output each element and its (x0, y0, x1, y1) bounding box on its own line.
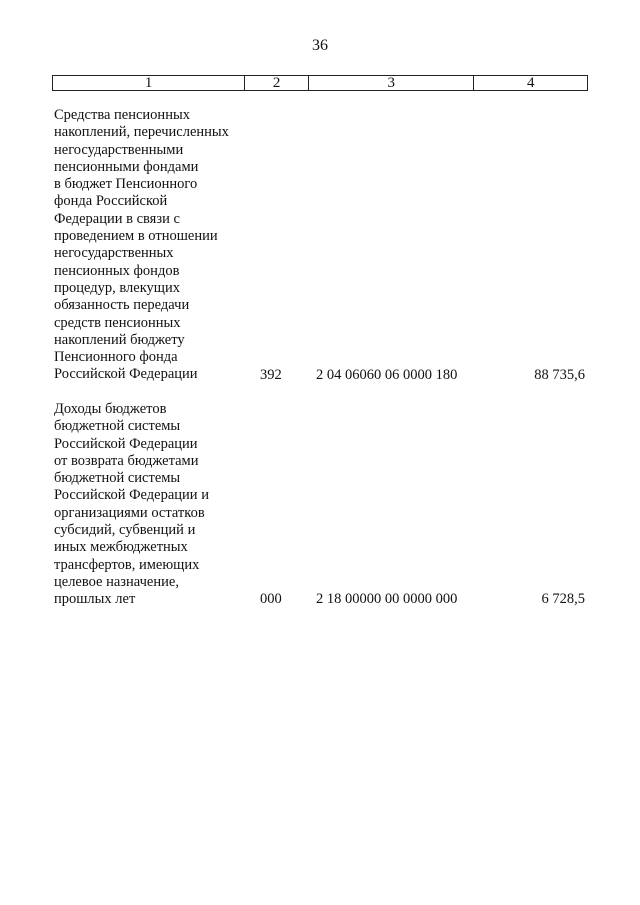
description-line: Средства пенсионных (54, 107, 190, 123)
description-line: Пенсионного фонда (54, 349, 178, 366)
description-line: прошлых лет (54, 591, 136, 608)
description-line: пенсионными фондами (54, 158, 199, 175)
row-description (54, 401, 254, 609)
description-line: проведением в отношении (54, 228, 218, 245)
description-line: накоплений бюджету (54, 331, 185, 348)
description-line: обязанность передачи (54, 297, 190, 314)
description-line: от возврата бюджетами (54, 452, 199, 469)
amount-value: 88 735,6 (534, 366, 585, 383)
description-line: бюджетной системы (54, 418, 181, 435)
description-line: трансфертов, имеющих (54, 556, 200, 573)
description-line: Российской Федерации и (54, 487, 209, 504)
column-header-3: 3 (309, 76, 474, 90)
description-line: бюджетной системы (54, 470, 181, 487)
table-header-row (52, 75, 588, 91)
description-line: целевое назначение, (54, 573, 179, 590)
page-number: 36 (312, 37, 328, 54)
column-header-2: 2 (245, 76, 309, 90)
amount-value: 6 728,5 (541, 591, 585, 608)
description-line: Российской Федерации (54, 366, 198, 383)
description-line: Российской Федерации (54, 435, 198, 452)
description-line: иных межбюджетных (54, 539, 188, 556)
admin-code: 000 (260, 591, 282, 608)
description-line: фонда Российской (54, 193, 168, 210)
description-line: негосударственными (54, 141, 184, 158)
admin-code: 392 (260, 366, 282, 383)
description-line: субсидий, субвенций и (54, 522, 196, 539)
row-description (54, 107, 254, 384)
description-line: Доходы бюджетов (54, 401, 167, 417)
description-line: организациями остатков (54, 504, 205, 521)
column-header-1: 1 (53, 76, 245, 90)
description-line: процедур, влекущих (54, 279, 180, 296)
budget-classification-code: 2 18 00000 00 0000 000 (316, 591, 458, 608)
description-line: средств пенсионных (54, 314, 181, 331)
budget-classification-code: 2 04 06060 06 0000 180 (316, 366, 458, 383)
description-line: пенсионных фондов (54, 262, 180, 279)
description-line: в бюджет Пенсионного (54, 176, 198, 193)
column-header-4: 4 (526, 75, 535, 91)
description-line: негосударственных (54, 245, 174, 262)
description-line: накоплений, перечисленных (54, 124, 229, 141)
description-line: Федерации в связи с (54, 210, 180, 227)
